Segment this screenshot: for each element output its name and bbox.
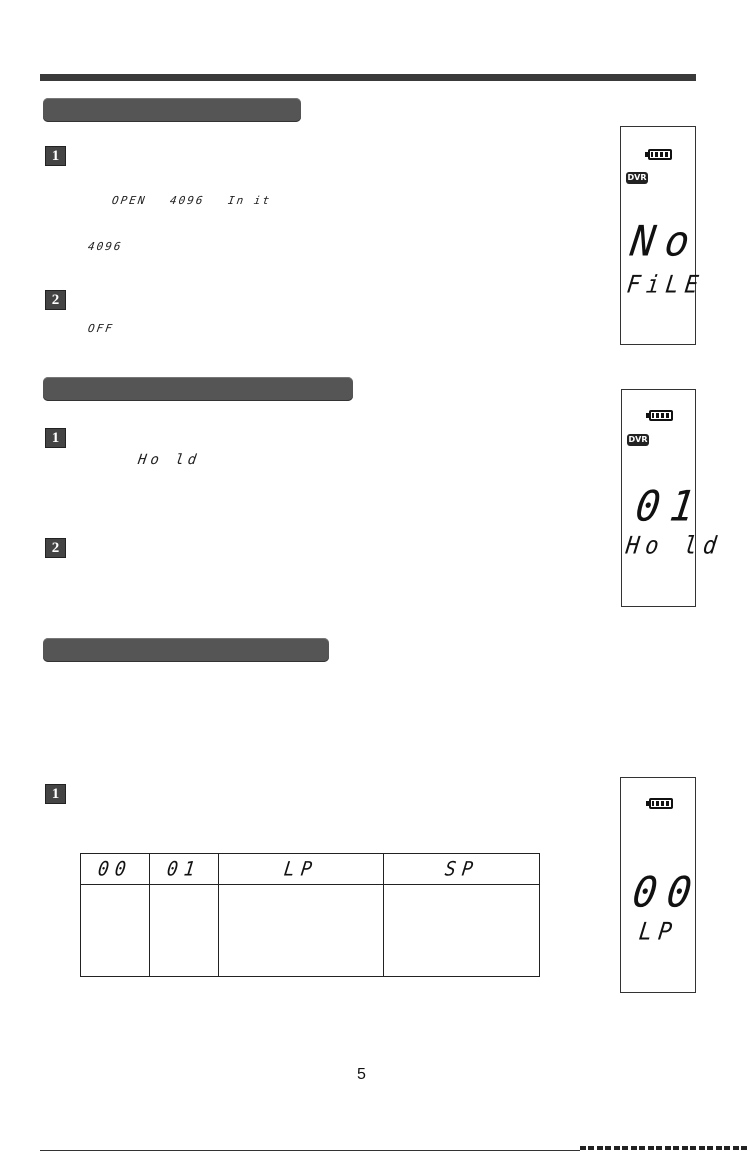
display-line-1: 01 — [632, 482, 708, 532]
lcd-display-hold — [621, 389, 724, 607]
table-cell — [81, 885, 150, 977]
table-header-cell: LP — [218, 854, 384, 885]
display-line-2: FiLE — [625, 271, 706, 300]
lcd-text-hold: Ho ld — [136, 452, 202, 468]
lcd-text-init: In it — [227, 194, 273, 207]
step-2-badge: 2 — [45, 290, 66, 310]
display-line-1: No — [627, 217, 703, 267]
battery-icon — [649, 410, 673, 421]
battery-icon — [648, 149, 672, 160]
lcd-text-4096: 4096 — [169, 194, 206, 207]
table-cell — [218, 885, 384, 977]
footer-rule — [40, 1150, 580, 1151]
display-line-2: Ho ld — [624, 532, 724, 561]
lcd-text-4096-second: 4096 — [87, 240, 124, 253]
display-line-2: LP — [637, 918, 680, 947]
footer-crop-marks — [580, 1146, 750, 1150]
step-1-badge: 1 — [45, 784, 66, 804]
section-1-heading-bar — [43, 98, 301, 122]
dvr-badge: DVR — [628, 435, 648, 444]
section-3-heading-bar — [43, 638, 329, 662]
table-cell — [384, 885, 540, 977]
step-2-badge: 2 — [45, 538, 66, 558]
table-header-cell: SP — [384, 854, 540, 885]
table-header-cell: 00 — [81, 854, 150, 885]
page-number: 5 — [357, 1066, 366, 1083]
recording-mode-table — [80, 853, 540, 977]
dvr-badge: DVR — [627, 173, 647, 182]
lcd-display-no-file — [620, 126, 706, 345]
table-cell — [149, 885, 218, 977]
table-header-cell: 01 — [149, 854, 218, 885]
step-1-badge: 1 — [45, 146, 66, 166]
display-line-1: 00 — [629, 868, 705, 918]
step-1-badge: 1 — [45, 428, 66, 448]
lcd-text-off: OFF — [87, 322, 115, 335]
battery-icon — [649, 798, 673, 809]
section-2-heading-bar — [43, 377, 353, 401]
lcd-display-mode — [620, 777, 705, 993]
header-rule — [40, 74, 696, 81]
lcd-text-open: OPEN — [111, 194, 148, 207]
